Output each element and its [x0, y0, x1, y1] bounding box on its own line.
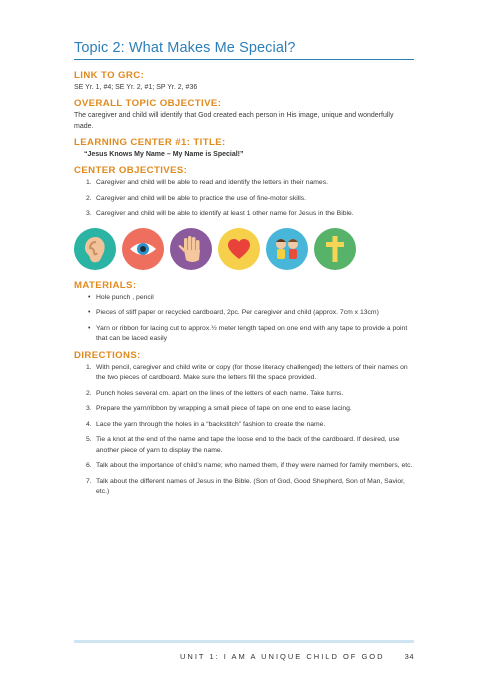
list-item: 3. Prepare the yarn/ribbon by wrapping a small piece of tape on one end to ease lacing. [86, 405, 352, 412]
senses-icon-row [74, 228, 414, 270]
center-objectives-heading: CENTER OBJECTIVES: [74, 165, 188, 176]
eye-icon [122, 228, 164, 270]
link-heading: LINK TO GRC: [74, 70, 145, 81]
learning-center-section [74, 137, 414, 160]
title-divider [74, 59, 414, 60]
hand-icon [170, 228, 212, 270]
page-footer [74, 652, 414, 661]
list-item: 1. Caregiver and child will be able to read and identify the letters in their names. [86, 179, 328, 186]
page-title: Topic 2: What Makes Me Special? [74, 40, 296, 56]
list-item: 6. Talk about the importance of child’s name; who named them, if they were named for family members, etc. [86, 462, 413, 469]
objective-text: The caregiver and child will identify that God created each person in His image, unique and wonderfully made. [74, 112, 394, 130]
link-text: SE Yr. 1, #4; SE Yr. 2, #1; SP Yr. 2, #36 [74, 84, 198, 91]
footer-divider [74, 640, 414, 643]
list-item: • Hole punch , pencil [88, 293, 154, 301]
learning-center-heading: LEARNING CENTER #1: TITLE: [74, 137, 226, 148]
heart-icon [218, 228, 260, 270]
ear-icon [74, 228, 116, 270]
materials-section [74, 280, 414, 345]
learning-center-title: “Jesus Knows My Name – My Name is Special!” [84, 151, 244, 158]
footer-unit-title: UNIT 1: I AM A UNIQUE CHILD OF GOD [180, 652, 385, 661]
link-section [74, 70, 414, 93]
materials-list [74, 293, 414, 345]
list-item: 3. Caregiver and child will be able to identify at least 1 other name for Jesus in the Bible. [86, 210, 354, 217]
list-item: 5. Tie a knot at the end of the name and tape the loose end to the back of the cardboard. If desired, use another piece of yarn to display the name. [86, 436, 400, 454]
content [74, 70, 414, 503]
objective-heading: OVERALL TOPIC OBJECTIVE: [74, 98, 222, 109]
list-item: 7. Talk about the different names of Jesus in the Bible. (Son of God, Good Shepherd, Son of Man, Savior, etc.) [86, 477, 405, 495]
directions-section [74, 350, 414, 498]
list-item: 1. With pencil, caregiver and child write or copy (for those literacy challenged) the letters of their names on the two pieces of cardboard. Make sure the letters fill the space provided. [86, 363, 408, 381]
page-number: 34 [404, 652, 414, 661]
center-objectives-list [74, 178, 414, 220]
list-item: 2. Punch holes several cm. apart on the lines of the letters of each name. Take turns. [86, 389, 344, 397]
directions-heading: DIRECTIONS: [74, 349, 141, 361]
center-objectives-section [74, 165, 414, 220]
directions-list [74, 363, 414, 498]
objective-section [74, 98, 414, 132]
children-icon [266, 228, 308, 270]
list-item: 2. Caregiver and child will be able to practice the use of fine-motor skills. [86, 194, 307, 202]
list-item: • Yarn or ribbon for lacing cut to approx.½ meter length taped on one end with any tape to provide a point that can be laced easily [88, 324, 408, 342]
cross-icon [314, 228, 356, 270]
materials-heading: MATERIALS: [74, 279, 137, 291]
list-item: 4. Lace the yarn through the holes in a “backstitch” fashion to create the name. [86, 420, 326, 428]
list-item: • Pieces of stiff paper or recycled cardboard, 2pc. Per caregiver and child (approx. 7cm x 13cm) [88, 309, 379, 316]
